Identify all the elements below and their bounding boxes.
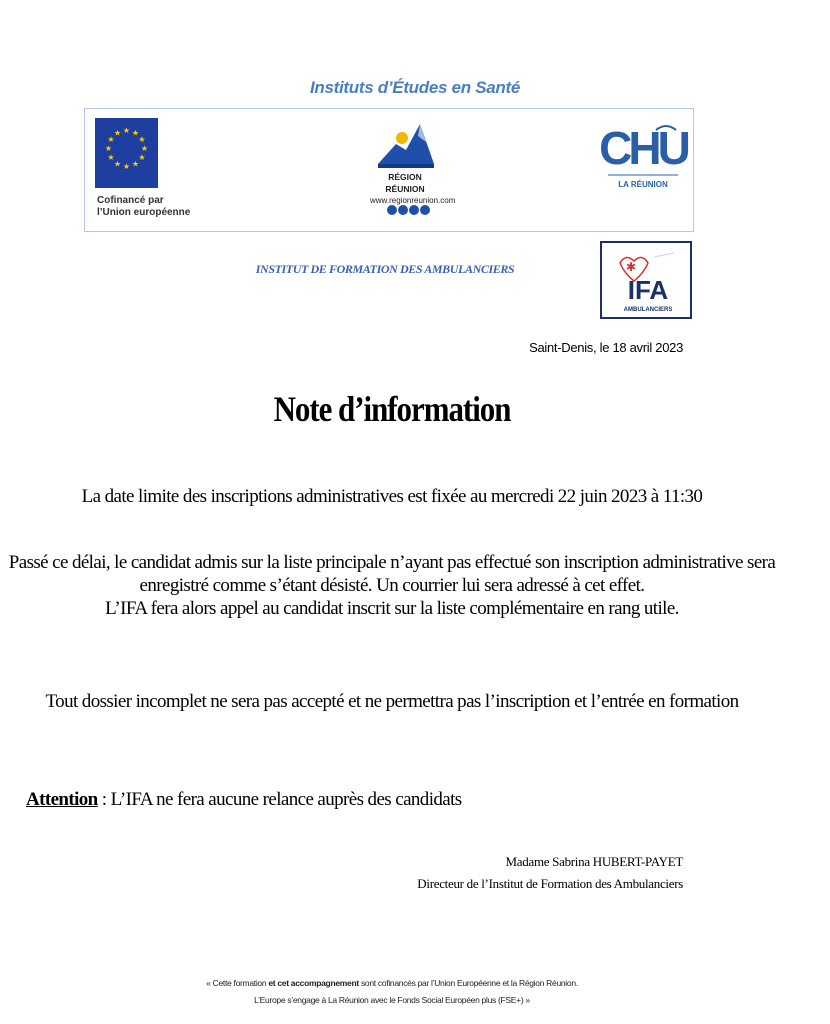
mountain-icon xyxy=(376,118,436,170)
chu-logo xyxy=(599,120,687,174)
svg-text:★: ★ xyxy=(140,144,149,153)
eu-caption xyxy=(97,195,190,219)
twitter-icon xyxy=(398,205,408,215)
chu-caption: LA RÉUNION xyxy=(618,180,668,189)
paragraph-deadline: La date limite des inscriptions administratives est fixée au mercredi 22 juin 2023 à 11:30 xyxy=(81,486,703,507)
region-name: RÉGION RÉUNION xyxy=(385,172,425,194)
svg-text:★: ★ xyxy=(113,128,122,138)
svg-text:★: ★ xyxy=(122,162,131,171)
eu-caption-line1: Cofinancé par xyxy=(97,195,164,206)
svg-text:★: ★ xyxy=(122,126,131,135)
footer-line1-a: « Cette formation xyxy=(206,978,269,988)
footer-line1-b: et cet accompagnement xyxy=(268,978,359,988)
signature-block xyxy=(417,851,683,895)
paragraph-consequence xyxy=(0,551,784,620)
attention-text: : L’IFA ne fera aucune relance auprès des candidats xyxy=(97,789,462,810)
social-icons xyxy=(386,203,432,217)
paragraph-consequence-line1: Passé ce délai, le candidat admis sur la liste principale n’ayant pas effectué son inscription administrative sera xyxy=(8,552,776,573)
region-reunion-logo xyxy=(376,118,436,170)
letter-date: Saint-Denis, le 18 avril 2023 xyxy=(529,340,683,355)
instagram-icon xyxy=(409,205,419,215)
footer-line1 xyxy=(0,975,784,992)
footer-line1-c: sont cofinancés par l’Union Européenne et la Région Réunion. xyxy=(358,978,578,988)
svg-text:★: ★ xyxy=(138,135,146,144)
ifa-sub: AMBULANCIERS xyxy=(623,307,673,313)
eu-flag-logo xyxy=(95,118,158,188)
attention-label: Attention xyxy=(26,789,98,810)
facebook-icon xyxy=(387,205,397,215)
svg-text:★: ★ xyxy=(131,128,140,138)
svg-text:★: ★ xyxy=(107,153,115,162)
signer-name: Madame Sabrina HUBERT-PAYET xyxy=(505,854,683,869)
chu-letters: CHU xyxy=(599,122,687,174)
ifa-logo xyxy=(600,241,692,319)
svg-text:★: ★ xyxy=(107,135,115,144)
star-of-life-icon: ✱ xyxy=(626,260,637,274)
svg-text:★: ★ xyxy=(131,159,140,169)
region-url: www.regionreunion.com xyxy=(370,196,456,205)
footer-note xyxy=(0,975,784,1009)
eu-caption-line2: l’Union européenne xyxy=(97,207,191,218)
ifa-letters: IFA xyxy=(627,275,669,305)
paragraph-incomplete: Tout dossier incomplet ne sera pas accepté et ne permettra pas l’inscription et l’entrée en formation xyxy=(45,691,739,712)
svg-text:★: ★ xyxy=(104,144,113,153)
svg-text:★: ★ xyxy=(138,153,146,162)
attention-notice xyxy=(26,789,462,811)
paragraph-consequence-line2: enregistré comme s’étant désisté. Un courrier lui sera adressé à cet effet. xyxy=(139,575,645,596)
institute-name: INSTITUT DE FORMATION DES AMBULANCIERS xyxy=(255,262,515,276)
paragraph-consequence-line3: L’IFA fera alors appel au candidat inscrit sur la liste complémentaire en rang utile. xyxy=(105,598,679,619)
page-title: Note d’information xyxy=(273,389,511,429)
footer-line2: L’Europe s’engage à La Réunion avec le Fonds Social Européen plus (FSE+) » xyxy=(254,995,530,1005)
region-caption xyxy=(370,171,456,207)
eu-stars-icon xyxy=(95,118,158,188)
chu-subtitle-rule xyxy=(603,173,683,177)
header-title: Instituts d’Études en Santé xyxy=(309,78,521,97)
signer-role: Directeur de l’Institut de Formation des Ambulanciers xyxy=(417,876,683,891)
svg-text:★: ★ xyxy=(113,159,122,169)
youtube-icon xyxy=(420,205,430,215)
